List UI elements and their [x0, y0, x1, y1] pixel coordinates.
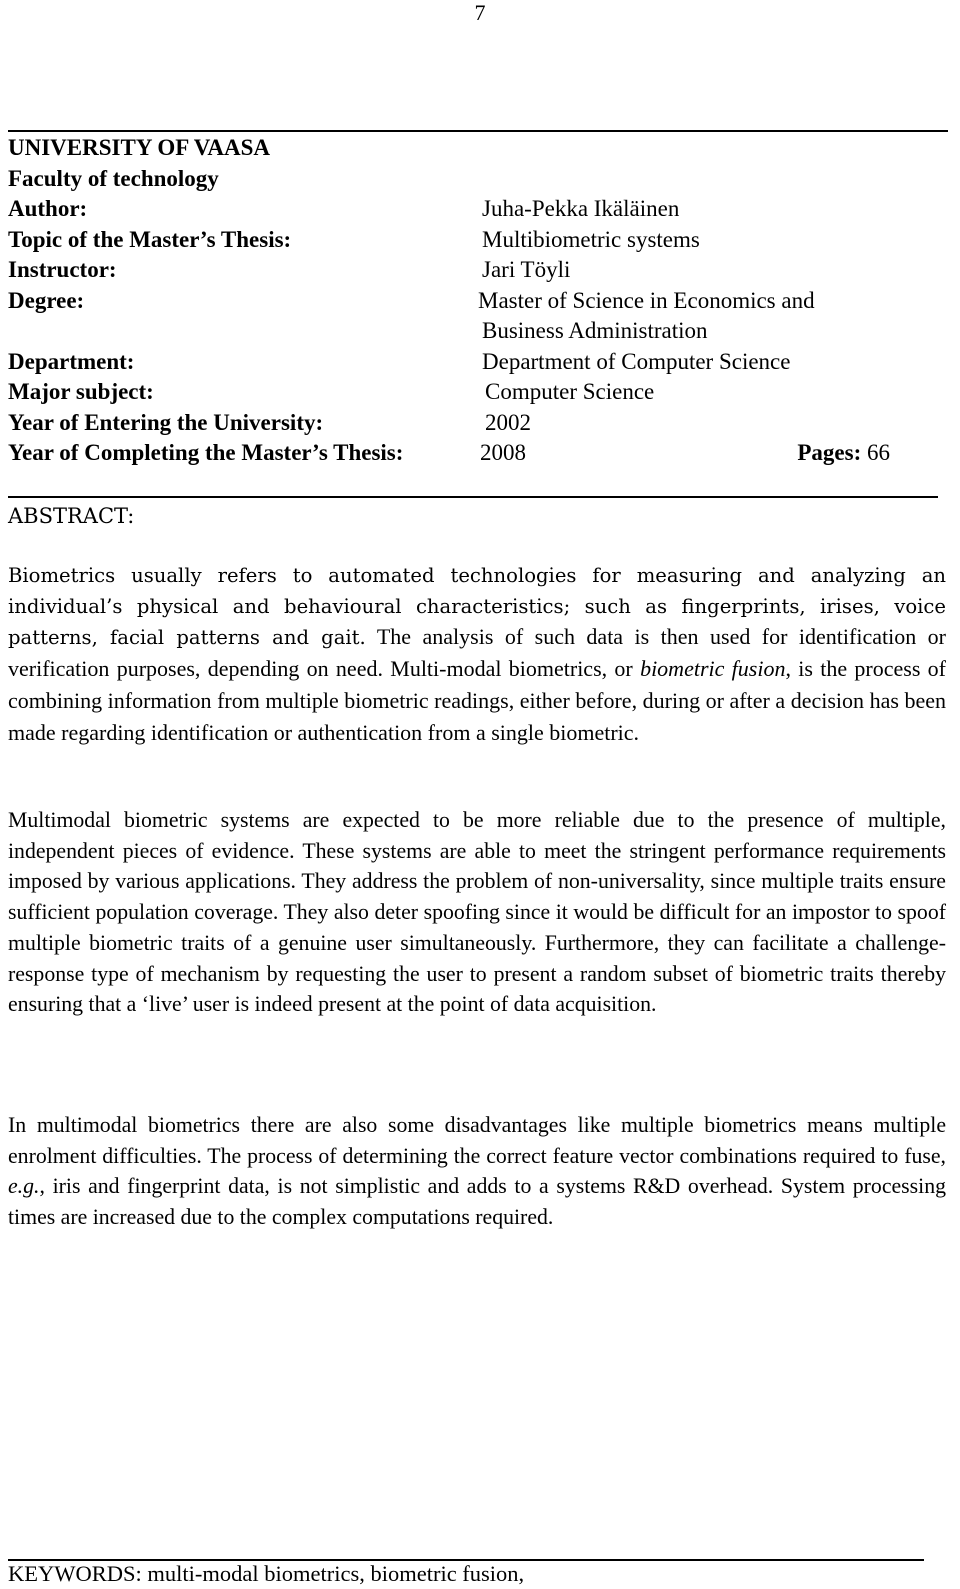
pages-value: 66 — [867, 440, 890, 465]
year-entering-value: 2002 — [485, 409, 531, 435]
abstract-p3-part-b: , iris and fingerprint data, is not simplistic and adds to a systems R&D overhead. System processing times are increased due to the complex computations required. — [8, 1174, 946, 1230]
abstract-paragraph-3 — [8, 1110, 946, 1233]
abstract-p3-italic: e.g. — [8, 1174, 40, 1199]
department-row — [8, 347, 948, 378]
degree-value: Master of Science in Economics and — [478, 287, 815, 313]
year-completing-row — [8, 438, 948, 469]
top-rule — [8, 130, 948, 132]
major-label: Major subject: — [8, 379, 154, 404]
university-name: UNIVERSITY OF VAASA — [8, 135, 271, 160]
middle-rule — [8, 496, 938, 498]
degree-value-line2: Business Administration — [482, 318, 708, 343]
keywords-line: KEYWORDS: multi-modal biometrics, biometric fusion, — [8, 1561, 525, 1586]
pages-count — [797, 438, 890, 469]
topic-row — [8, 225, 948, 256]
degree-label: Degree: — [8, 287, 85, 313]
major-row — [8, 377, 948, 408]
abstract-p1-part-c: , is the process of combining information from multiple biometric readings, either before, during or after a decision has been made regarding identification or authentication from a single biometric. — [8, 656, 947, 745]
degree-row — [8, 286, 948, 317]
university-row — [8, 133, 948, 164]
topic-value: Multibiometric systems — [482, 226, 700, 252]
major-value: Computer Science — [485, 379, 655, 404]
abstract-paragraph-1 — [8, 561, 946, 749]
instructor-row — [8, 255, 948, 286]
year-completing-value: 2008 — [480, 440, 526, 465]
abstract-p1-part-a: Biometrics usually refers to automated technologies for measuring and analyzing an individual’s physical and behavioural characteristics; such as fingerprints, irises, voice patterns, facial patterns and gait. — [8, 564, 946, 650]
abstract-p3-part-a: In multimodal biometrics there are also some disadvantages like multiple biometrics means multiple enrolment difficulties. The process of determining the correct feature vector combinations required to fuse, — [8, 1113, 946, 1168]
abstract-p1-italic: biometric fusion — [640, 656, 786, 682]
abstract-p1-part-b: The analysis of such data is then used for identification or verification purposes, depending on need. Multi-modal biometrics, or — [8, 624, 946, 682]
topic-label: Topic of the Master’s Thesis: — [8, 226, 292, 252]
year-completing-label: Year of Completing the Master’s Thesis: — [8, 440, 404, 465]
author-row — [8, 194, 948, 225]
instructor-value: Jari Töyli — [482, 257, 571, 282]
pages-label: Pages: — [797, 440, 862, 465]
faculty-name: Faculty of technology — [8, 165, 219, 191]
thesis-metadata — [8, 133, 948, 469]
department-label: Department: — [8, 348, 135, 374]
degree-row-continued — [8, 316, 948, 347]
page-number: 7 — [474, 0, 486, 25]
instructor-label: Instructor: — [8, 257, 117, 282]
abstract-paragraph-2: Multimodal biometric systems are expected to be more reliable due to the presence of multiple, independent pieces of evidence. These systems are able to meet the stringent performance requirements imposed by various applications. They address the problem of non-universality, since multiple traits ensure sufficient population coverage. They also deter spoofing since it would be difficult for an impostor to spoof multiple biometric traits of a genuine user simultaneously. Furthermore, they can facilitate a challenge-response type of mechanism by requesting the user to present a random subset of biometric traits thereby ensuring that a ‘live’ user is indeed present at the point of data acquisition. — [8, 808, 946, 1017]
author-value: Juha-Pekka Ikäläinen — [482, 196, 680, 221]
year-entering-row — [8, 408, 948, 439]
year-entering-label: Year of Entering the University: — [8, 409, 324, 435]
department-value: Department of Computer Science — [482, 348, 791, 374]
abstract-heading: ABSTRACT: — [8, 504, 135, 528]
author-label: Author: — [8, 196, 88, 221]
faculty-row — [8, 164, 948, 195]
